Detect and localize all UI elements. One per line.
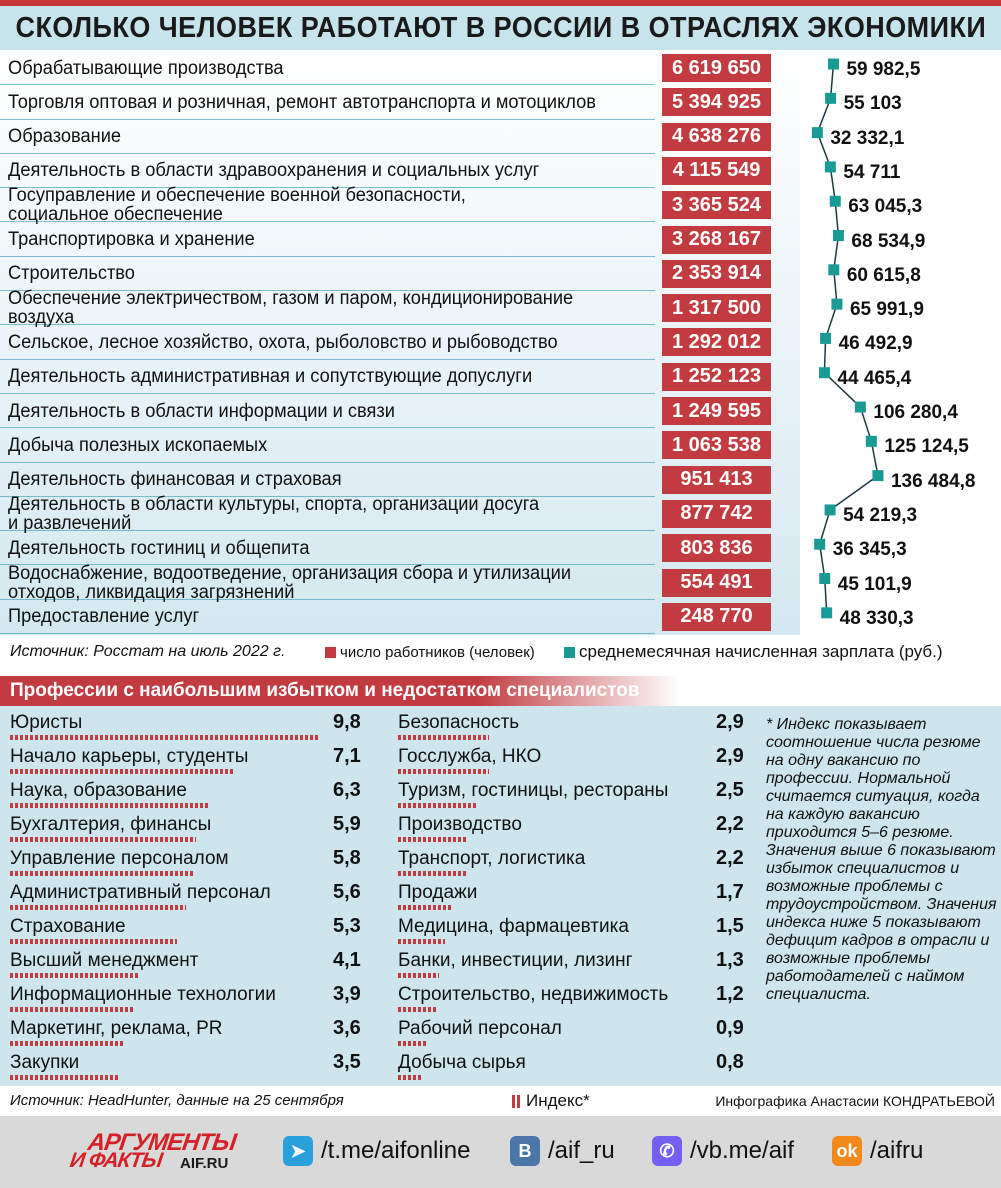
profession-name: Продажи bbox=[398, 882, 478, 903]
salary-point bbox=[814, 539, 825, 550]
salary-point bbox=[825, 93, 836, 104]
profession-index-bar bbox=[398, 1075, 423, 1080]
salary-label: 136 484,8 bbox=[890, 470, 976, 492]
social-link[interactable] bbox=[283, 1134, 470, 1168]
profession-row bbox=[10, 776, 370, 810]
worker-count-label: 1 063 538 bbox=[662, 431, 771, 459]
legend-workers bbox=[325, 644, 535, 661]
industry-name-text: Предоставление услуг bbox=[8, 606, 200, 628]
salary-point bbox=[821, 607, 832, 618]
salary-point bbox=[866, 436, 877, 447]
social-link-text: /vb.me/aif bbox=[690, 1137, 795, 1164]
profession-index-bar bbox=[10, 871, 193, 876]
profession-index-value: 2,2 bbox=[716, 813, 744, 835]
profession-index-value: 1,7 bbox=[716, 881, 744, 903]
profession-index-value: 3,6 bbox=[333, 1017, 361, 1039]
profession-row bbox=[10, 708, 370, 742]
profession-index-value: 5,6 bbox=[333, 881, 361, 903]
index-note: * Индекс показывает соотношение числа резюме на одну вакансию по профессии. Нормальной считается ситуация, когда на каждую вакансию приходится 5–6 резюме. Значения выше 6 показывают избыток специалистов и возможные проблемы с трудоустройством. Значения индекса ниже 5 показывают дефицит кадров в отрасли и возможные проблемы работодателей с наймом специалиста. bbox=[766, 716, 997, 1003]
profession-row bbox=[398, 1014, 750, 1048]
profession-index-bar bbox=[398, 973, 439, 978]
profession-index-bar bbox=[398, 837, 467, 842]
logo-site: AIF.RU bbox=[180, 1155, 229, 1172]
profession-row bbox=[398, 1048, 750, 1082]
profession-row bbox=[398, 844, 750, 878]
profession-name: Информационные технологии bbox=[10, 984, 276, 1005]
profession-name: Бухгалтерия, финансы bbox=[10, 814, 212, 835]
profession-index-bar bbox=[10, 735, 319, 740]
profession-index-value: 3,9 bbox=[333, 983, 361, 1005]
salary-point bbox=[812, 127, 823, 138]
worker-count-label: 1 317 500 bbox=[662, 294, 771, 322]
salary-point bbox=[855, 402, 866, 413]
salary-point bbox=[819, 573, 830, 584]
worker-count-label: 877 742 bbox=[662, 500, 771, 528]
salary-label: 46 492,9 bbox=[838, 333, 913, 355]
profession-index-bar bbox=[398, 871, 467, 876]
worker-count-label: 4 638 276 bbox=[662, 123, 771, 151]
profession-name: Управление персоналом bbox=[10, 848, 229, 869]
profession-index-value: 2,9 bbox=[716, 711, 744, 733]
salary-label: 32 332,1 bbox=[830, 127, 905, 149]
profession-index-bar bbox=[10, 973, 139, 978]
profession-name: Административный персонал bbox=[10, 882, 271, 903]
legend-salary bbox=[564, 642, 943, 662]
profession-row bbox=[398, 742, 750, 776]
profession-row bbox=[398, 946, 750, 980]
industry-name-text: Транспортировка и хранение bbox=[8, 229, 255, 250]
industry-name-text: Деятельность административная и сопутствующие допуслуги bbox=[8, 366, 533, 388]
salary-label: 60 615,8 bbox=[846, 264, 921, 286]
worker-count-label: 3 268 167 bbox=[662, 226, 771, 254]
salary-label: 63 045,3 bbox=[848, 196, 923, 218]
salary-point bbox=[833, 230, 844, 241]
salary-label: 54 711 bbox=[843, 161, 901, 183]
industry-name-text: Госуправление и обеспечение военной безопасности, социальное обеспечение bbox=[8, 185, 466, 226]
profession-index-value: 1,2 bbox=[716, 983, 744, 1005]
worker-count-label: 1 292 012 bbox=[662, 328, 771, 356]
industry-name-text: Обрабатывающие производства bbox=[8, 57, 284, 79]
industry-name-text: Образование bbox=[8, 126, 122, 148]
salary-point bbox=[828, 59, 839, 70]
profession-index-bar bbox=[10, 939, 177, 944]
industry-name-text: Строительство bbox=[8, 263, 135, 285]
profession-row bbox=[10, 844, 370, 878]
salary-label: 36 345,3 bbox=[832, 539, 907, 561]
profession-name: Рабочий персонал bbox=[398, 1018, 562, 1039]
salary-label: 125 124,5 bbox=[884, 436, 969, 458]
salary-label: 48 330,3 bbox=[839, 607, 914, 629]
industry-name-text: Сельское, лесное хозяйство, охота, рыболовство и рыбоводство bbox=[8, 331, 558, 353]
profession-name: Закупки bbox=[10, 1052, 80, 1073]
profession-name: Безопасность bbox=[398, 712, 520, 733]
worker-count-label: 3 365 524 bbox=[662, 191, 771, 219]
profession-index-value: 4,1 bbox=[333, 949, 361, 971]
social-link-text: /t.me/aifonline bbox=[321, 1137, 471, 1164]
salary-label: 44 465,4 bbox=[837, 367, 912, 389]
salary-point bbox=[831, 299, 842, 310]
section-professions-title: Профессии с наибольшим избытком и недостатком специалистов bbox=[0, 676, 680, 706]
worker-count-label: 5 394 925 bbox=[662, 88, 771, 116]
profession-index-value: 0,9 bbox=[716, 1017, 744, 1039]
profession-name: Наука, образование bbox=[10, 780, 187, 801]
telegram-icon: ➤ bbox=[283, 1136, 313, 1166]
profession-index-value: 9,8 bbox=[333, 711, 361, 733]
industry-name-text: Деятельность в области культуры, спорта, организации досуга и развлечений bbox=[8, 493, 540, 534]
profession-index-bar bbox=[398, 905, 452, 910]
index-legend-swatch bbox=[512, 1095, 522, 1108]
profession-row bbox=[398, 912, 750, 946]
profession-index-bar bbox=[10, 1007, 133, 1012]
profession-name: Юристы bbox=[10, 712, 83, 733]
salary-label: 55 103 bbox=[843, 93, 902, 115]
profession-name: Добыча сырья bbox=[398, 1052, 526, 1073]
profession-row bbox=[10, 810, 370, 844]
worker-count-label: 248 770 bbox=[662, 603, 771, 631]
salary-label: 59 982,5 bbox=[846, 59, 921, 80]
profession-index-value: 7,1 bbox=[333, 745, 361, 767]
profession-name: Строительство, недвижимость bbox=[398, 984, 669, 1005]
salary-point bbox=[830, 196, 841, 207]
profession-row bbox=[398, 708, 750, 742]
worker-count-label: 803 836 bbox=[662, 534, 771, 562]
profession-name: Маркетинг, реклама, PR bbox=[10, 1018, 223, 1039]
profession-name: Высший менеджмент bbox=[10, 950, 199, 971]
profession-index-bar bbox=[398, 1007, 436, 1012]
industry-name-text: Торговля оптовая и розничная, ремонт автотранспорта и мотоциклов bbox=[8, 91, 596, 113]
profession-index-value: 5,8 bbox=[333, 847, 361, 869]
source-headhunter: Источник: HeadHunter, данные на 25 сентября bbox=[10, 1092, 344, 1109]
profession-name: Банки, инвестиции, лизинг bbox=[398, 950, 633, 971]
profession-index-value: 2,5 bbox=[716, 779, 744, 801]
salary-label: 68 534,9 bbox=[851, 230, 926, 252]
legend-salary-swatch bbox=[564, 647, 575, 658]
profession-index-value: 5,9 bbox=[333, 813, 361, 835]
profession-index-bar bbox=[10, 1041, 123, 1046]
index-legend bbox=[512, 1091, 590, 1111]
profession-row bbox=[10, 878, 370, 912]
profession-name: Госслужба, НКО bbox=[398, 746, 542, 767]
infographic-credit: Инфографика Анастасии КОНДРАТЬЕВОЙ bbox=[715, 1093, 995, 1109]
profession-index-value: 1,5 bbox=[716, 915, 744, 937]
logo-line2: И ФАКТЫ bbox=[68, 1149, 164, 1172]
source-legend-row bbox=[0, 636, 1001, 668]
profession-row bbox=[398, 776, 750, 810]
worker-count-label: 2 353 914 bbox=[662, 260, 771, 288]
profession-row bbox=[398, 810, 750, 844]
profession-index-bar bbox=[10, 769, 234, 774]
salary-point bbox=[820, 333, 831, 344]
profession-row bbox=[398, 878, 750, 912]
salary-label: 65 991,9 bbox=[849, 299, 924, 321]
profession-index-bar bbox=[10, 1075, 120, 1080]
profession-index-bar bbox=[398, 1041, 426, 1046]
legend-salary-label: среднемесячная начисленная зарплата (руб.) bbox=[579, 642, 943, 661]
social-footer bbox=[0, 1116, 1001, 1188]
aif-logo[interactable] bbox=[70, 1129, 250, 1173]
industry-name-text: Деятельность гостиниц и общепита bbox=[8, 537, 310, 559]
profession-row bbox=[10, 1014, 370, 1048]
profession-row bbox=[10, 980, 370, 1014]
salary-line-chart bbox=[0, 51, 1001, 635]
profession-name: Страхование bbox=[10, 916, 126, 937]
professions-footer bbox=[0, 1087, 1001, 1115]
profession-row bbox=[398, 980, 750, 1014]
profession-name: Медицина, фармацевтика bbox=[398, 916, 629, 937]
profession-index-bar bbox=[10, 905, 186, 910]
industry-name-text: Деятельность финансовая и страховая bbox=[8, 469, 342, 491]
worker-count-label: 951 413 bbox=[662, 466, 771, 494]
industry-name-text: Обеспечение электричеством, газом и паром, кондиционирование воздуха bbox=[8, 288, 574, 329]
index-legend-label: Индекс* bbox=[526, 1091, 590, 1110]
social-link[interactable] bbox=[510, 1134, 615, 1168]
profession-index-value: 1,3 bbox=[716, 949, 744, 971]
salary-point bbox=[872, 470, 883, 481]
profession-row bbox=[10, 912, 370, 946]
social-link-text: /aifru bbox=[870, 1137, 924, 1164]
salary-label: 106 280,4 bbox=[873, 402, 958, 423]
industries-table bbox=[0, 51, 1001, 635]
salary-point bbox=[828, 264, 839, 275]
salary-label: 45 101,9 bbox=[837, 573, 912, 595]
industry-name-text: Деятельность в области здравоохранения и социальных услуг bbox=[8, 160, 540, 182]
worker-count-label: 554 491 bbox=[662, 569, 771, 597]
salary-point bbox=[825, 504, 836, 515]
industry-name-text: Добыча полезных ископаемых bbox=[8, 434, 268, 456]
vk-icon: В bbox=[510, 1136, 540, 1166]
worker-count-label: 1 252 123 bbox=[662, 363, 771, 391]
source-rosstat: Источник: Росстат на июль 2022 г. bbox=[10, 643, 286, 660]
page-title: СКОЛЬКО ЧЕЛОВЕК РАБОТАЮТ В РОССИИ В ОТРАСЛЯХ ЭКОНОМИКИ bbox=[0, 6, 1001, 50]
profession-row bbox=[10, 1048, 370, 1082]
viber-icon: ✆ bbox=[652, 1136, 682, 1166]
profession-name: Начало карьеры, студенты bbox=[10, 746, 249, 767]
profession-index-value: 0,8 bbox=[716, 1051, 744, 1073]
ok-icon: ok bbox=[832, 1136, 862, 1166]
profession-index-bar bbox=[398, 803, 477, 808]
logo-line1: АРГУМЕНТЫ bbox=[86, 1129, 238, 1156]
social-link[interactable] bbox=[832, 1134, 923, 1168]
worker-count-label: 6 619 650 bbox=[662, 54, 771, 82]
profession-row bbox=[10, 946, 370, 980]
salary-point bbox=[825, 161, 836, 172]
profession-index-value: 2,2 bbox=[716, 847, 744, 869]
profession-index-bar bbox=[10, 803, 208, 808]
legend-workers-swatch bbox=[325, 647, 336, 658]
legend-workers-label: число работников (человек) bbox=[340, 643, 535, 661]
social-link[interactable] bbox=[652, 1134, 794, 1168]
profession-name: Туризм, гостиницы, рестораны bbox=[398, 780, 669, 801]
social-link-text: /aif_ru bbox=[548, 1137, 615, 1164]
profession-index-bar bbox=[398, 939, 445, 944]
salary-point bbox=[819, 367, 830, 378]
profession-index-value: 2,9 bbox=[716, 745, 744, 767]
profession-index-value: 5,3 bbox=[333, 915, 361, 937]
profession-index-bar bbox=[10, 837, 196, 842]
industry-name-text: Водоснабжение, водоотведение, организация сбора и утилизации отходов, ликвидация загрязнений bbox=[8, 562, 572, 603]
profession-index-value: 3,5 bbox=[333, 1051, 361, 1073]
worker-count-label: 1 249 595 bbox=[662, 397, 771, 425]
profession-row bbox=[10, 742, 370, 776]
profession-index-bar bbox=[398, 735, 489, 740]
salary-label: 54 219,3 bbox=[843, 504, 918, 526]
profession-index-value: 6,3 bbox=[333, 779, 361, 801]
profession-name: Производство bbox=[398, 814, 522, 835]
worker-count-label: 4 115 549 bbox=[662, 157, 771, 185]
profession-name: Транспорт, логистика bbox=[398, 848, 586, 869]
industry-name-text: Деятельность в области информации и связи bbox=[8, 400, 395, 422]
profession-index-bar bbox=[398, 769, 489, 774]
